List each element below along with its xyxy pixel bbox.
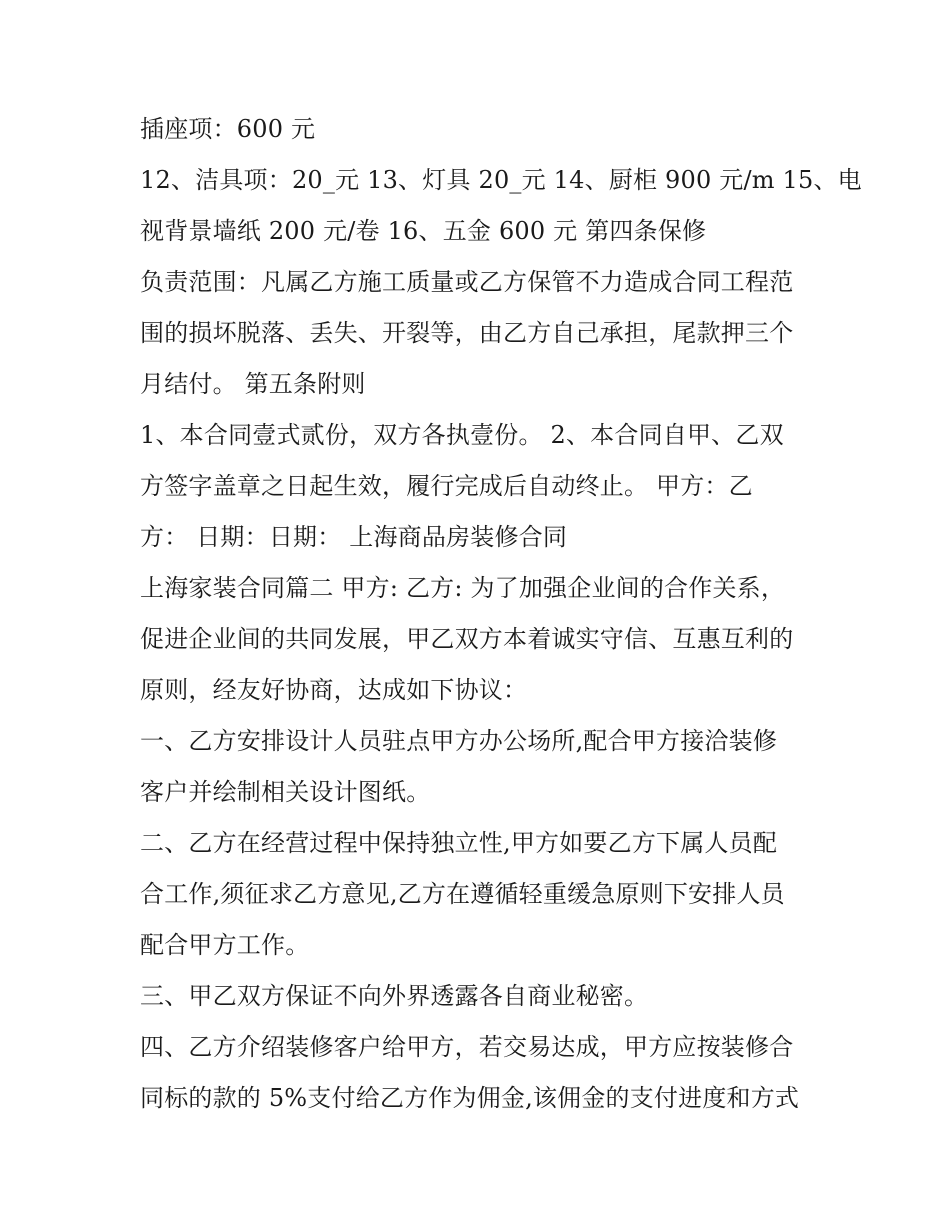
text-line: 围的损坏脱落、丢失、开裂等，由乙方自己承担，尾款押三个	[140, 319, 794, 347]
text-line: 三、甲乙双方保证不向外界透露各自商业秘密。	[140, 982, 649, 1010]
text-line: 合工作,须征求乙方意见,乙方在遵循轻重缓急原则下安排人员	[140, 880, 785, 908]
text-line: 四、乙方介绍装修客户给甲方，若交易达成，甲方应按装修合	[140, 1033, 794, 1061]
text-line: 方签字盖章之日起生效，履行完成后自动终止。 甲方：乙	[140, 472, 753, 500]
text-line: 视背景墙纸 200 元/卷 16、五金 600 元 第四条保修	[140, 217, 707, 245]
text-line: 12、洁具项：20_元 13、灯具 20_元 14、厨柜 900 元/m 15、电	[140, 166, 862, 194]
text-line: 客户并绘制相关设计图纸。	[140, 778, 431, 806]
text-line: 1、本合同壹式贰份，双方各执壹份。 2、本合同自甲、乙双	[140, 421, 784, 449]
text-line: 同标的款的 5%支付给乙方作为佣金,该佣金的支付进度和方式	[140, 1084, 800, 1112]
text-line: 原则，经友好协商，达成如下协议：	[140, 676, 528, 704]
text-line: 插座项：600 元	[140, 115, 316, 143]
text-line: 促进企业间的共同发展，甲乙双方本着诚实守信、互惠互利的	[140, 625, 794, 653]
text-line: 配合甲方工作。	[140, 931, 310, 959]
text-line: 方： 日期：日期： 上海商品房装修合同	[140, 523, 568, 551]
text-line: 负责范围：凡属乙方施工质量或乙方保管不力造成合同工程范	[140, 268, 794, 296]
text-line: 月结付。 第五条附则	[140, 370, 366, 398]
text-line: 上海家装合同篇二 甲方: 乙方: 为了加强企业间的合作关系，	[140, 574, 786, 602]
document-body	[140, 110, 862, 1130]
text-line: 二、乙方在经营过程中保持独立性,甲方如要乙方下属人员配	[140, 829, 778, 857]
text-line: 一、乙方安排设计人员驻点甲方办公场所,配合甲方接洽装修	[140, 727, 778, 755]
